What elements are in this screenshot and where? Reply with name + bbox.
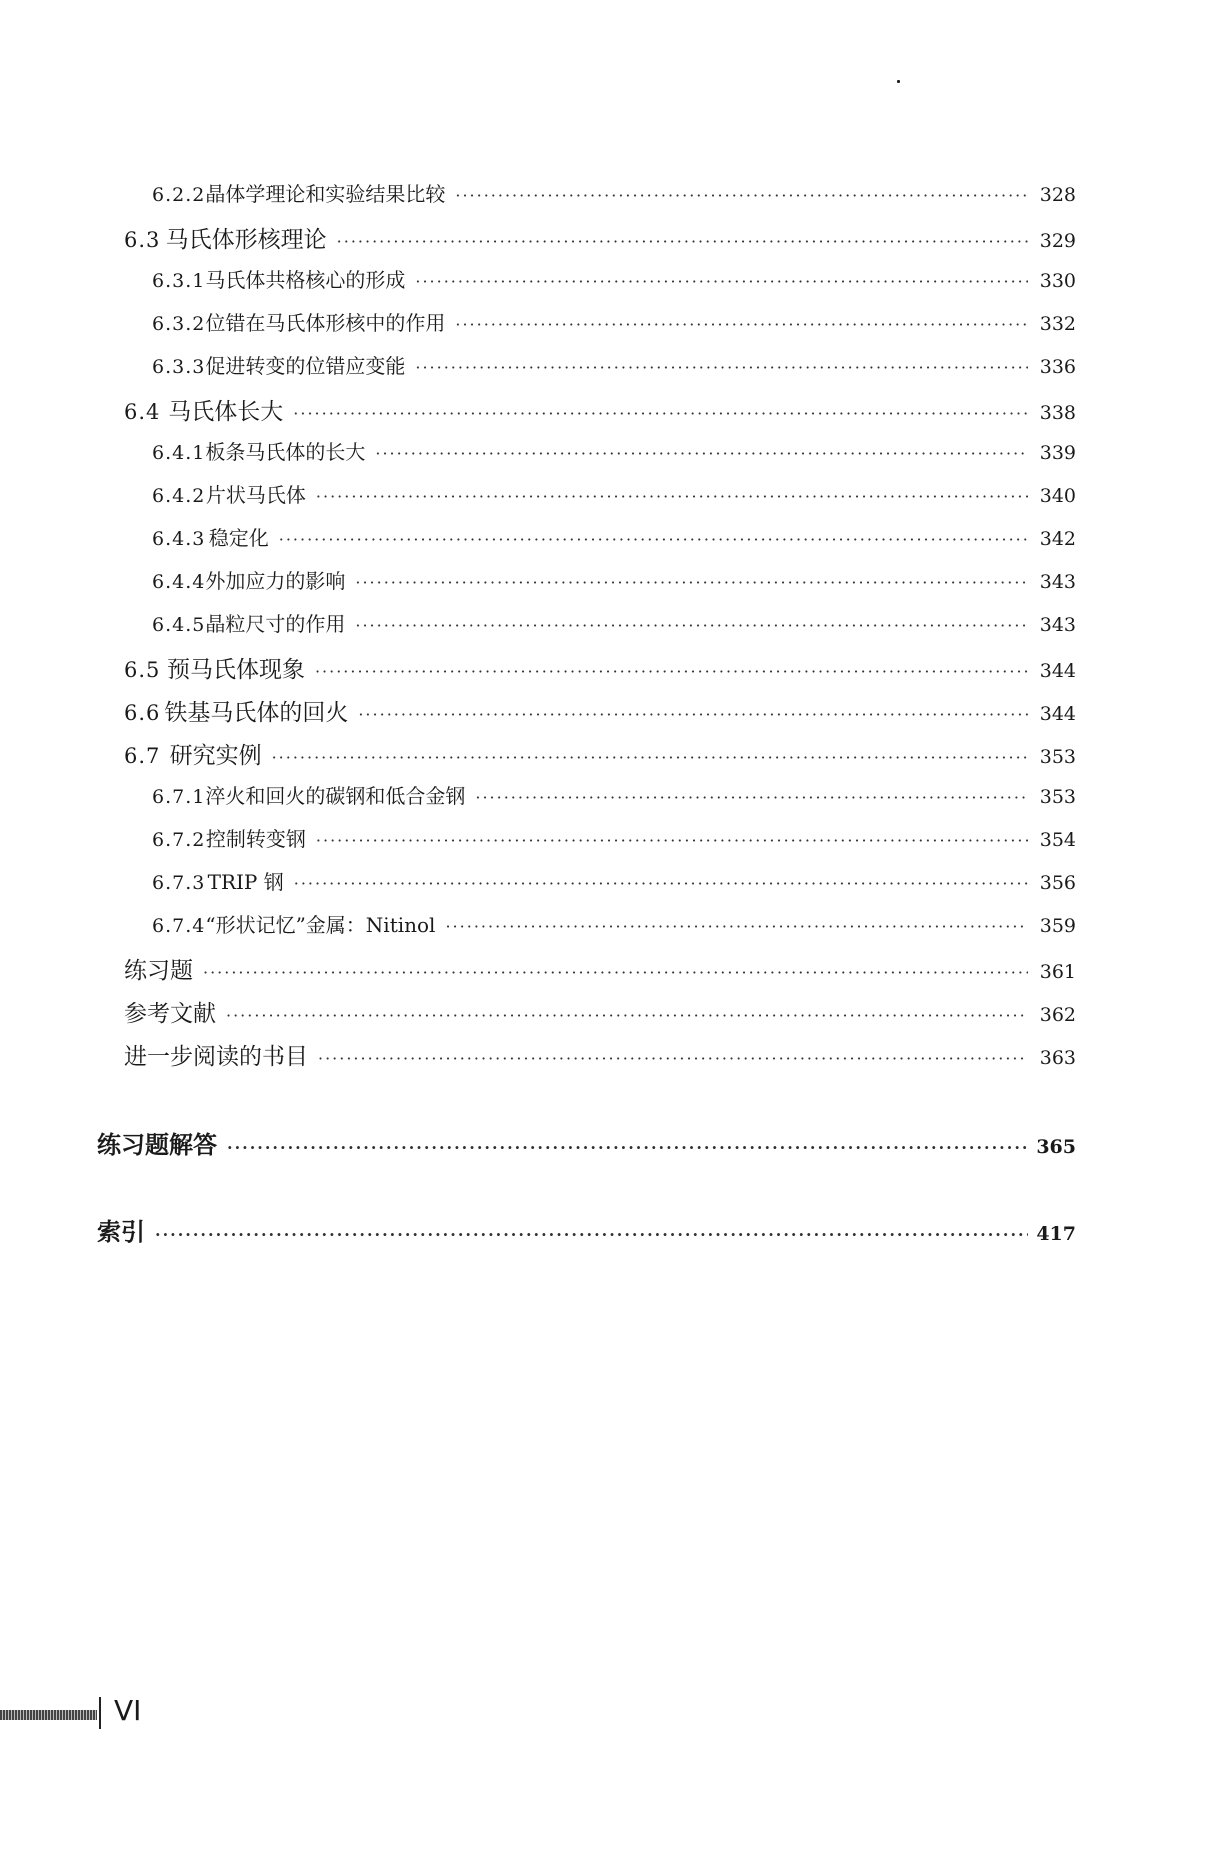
toc-entry-page: 353 — [1039, 746, 1076, 768]
toc-entry-title: “形状记忆”金属：Nitinol — [205, 913, 436, 937]
dot-leader — [375, 444, 1028, 463]
toc-entry-number: 6.3.2 — [152, 313, 206, 335]
toc-entry-number: 6.7.3 — [152, 872, 206, 894]
toc-entry-6-6[interactable] — [124, 694, 1076, 728]
scan-speck — [897, 80, 900, 83]
toc-entry-references[interactable] — [124, 995, 1076, 1029]
toc-entry-page: 339 — [1039, 442, 1076, 464]
toc-entry-6-2-2[interactable] — [152, 178, 1076, 212]
dot-leader — [445, 917, 1028, 936]
toc-entry-page: 343 — [1039, 571, 1076, 593]
toc-entry-page: 356 — [1039, 872, 1076, 894]
toc-entry-number: 6.2.2 — [152, 184, 206, 206]
dot-leader — [455, 315, 1028, 334]
dot-leader — [315, 662, 1028, 681]
toc-entry-title: 练习题解答 — [97, 1131, 217, 1159]
toc-entry-page: 340 — [1039, 485, 1076, 507]
toc-entry-page: 343 — [1039, 614, 1076, 636]
dot-leader — [316, 831, 1028, 850]
toc-entry-title: 促进转变的位错应变能 — [205, 354, 406, 378]
dot-leader — [272, 748, 1028, 767]
toc-entry-title: 参考文献 — [124, 1001, 216, 1027]
toc-entry-6-4-5[interactable] — [152, 608, 1076, 642]
dot-leader — [294, 874, 1028, 893]
toc-entry-6-7-2[interactable] — [152, 823, 1076, 857]
toc-entry-title: 稳定化 — [208, 526, 269, 550]
toc-entry-6-4-4[interactable] — [152, 565, 1076, 599]
dot-leader — [226, 1006, 1028, 1025]
toc-entry-6-4[interactable] — [124, 393, 1076, 427]
toc-entry-6-7-4[interactable] — [152, 909, 1076, 943]
footer-decorative-bar — [0, 1710, 97, 1720]
toc-entry-number: 6.3.1 — [152, 270, 206, 292]
toc-entry-title: 铁基马氏体的回火 — [164, 700, 349, 726]
toc-entry-title: 板条马氏体的长大 — [205, 440, 366, 464]
dot-leader — [337, 232, 1028, 251]
toc-entry-page: 329 — [1039, 230, 1076, 252]
toc-entry-6-4-2[interactable] — [152, 479, 1076, 513]
toc-entry-title: 研究实例 — [169, 743, 262, 769]
toc-entry-page: 361 — [1039, 961, 1076, 983]
toc-entry-number: 6.3.3 — [152, 356, 206, 378]
dot-leader — [415, 358, 1028, 377]
toc-entry-page: 363 — [1039, 1047, 1076, 1069]
toc-entry-number: 6.3 — [124, 228, 161, 252]
toc-entry-6-5[interactable] — [124, 651, 1076, 685]
toc-entry-6-3-2[interactable] — [152, 307, 1076, 341]
toc-entry-page: 338 — [1039, 402, 1076, 424]
dot-leader — [203, 963, 1028, 982]
toc-entry-page: 354 — [1039, 829, 1076, 851]
toc-entry-title: TRIP 钢 — [207, 870, 284, 894]
toc-entry-number: 6.7.1 — [152, 786, 206, 808]
toc-entry-page: 336 — [1039, 356, 1076, 378]
toc-entry-title: 外加应力的影响 — [205, 569, 346, 593]
dot-leader — [316, 487, 1028, 506]
dot-leader — [318, 1049, 1028, 1068]
dot-leader — [358, 705, 1028, 724]
page-number: VI — [114, 1694, 142, 1727]
toc-entry-title: 马氏体形核理论 — [165, 227, 327, 253]
toc-entry-number: 6.4.1 — [152, 442, 206, 464]
toc-entry-title: 预马氏体现象 — [166, 657, 305, 683]
toc-entry-page: 344 — [1039, 660, 1076, 682]
toc-entry-title: 马氏体共格核心的形成 — [205, 268, 406, 292]
toc-entry-number: 6.5 — [124, 658, 161, 682]
toc-entry-page: 328 — [1039, 184, 1076, 206]
toc-entry-page: 342 — [1039, 528, 1076, 550]
toc-entry-page: 332 — [1039, 313, 1076, 335]
dot-leader — [279, 530, 1028, 549]
toc-entry-title: 晶粒尺寸的作用 — [205, 612, 346, 636]
toc-entry-6-4-3[interactable] — [152, 522, 1076, 556]
toc-entry-title: 位错在马氏体形核中的作用 — [205, 311, 446, 335]
toc-entry-6-7[interactable] — [124, 737, 1076, 771]
toc-entry-title: 进一步阅读的书目 — [124, 1044, 308, 1070]
dot-leader — [293, 404, 1028, 423]
toc-entry-6-3-3[interactable] — [152, 350, 1076, 384]
toc-entry-title: 控制转变钢 — [205, 827, 306, 851]
toc-entry-number: 6.4.5 — [152, 614, 206, 636]
dot-leader — [475, 788, 1028, 807]
footer-divider — [99, 1697, 101, 1729]
toc-entry-number: 6.4.4 — [152, 571, 206, 593]
toc-entry-index[interactable] — [97, 1212, 1076, 1246]
toc-entry-page: 359 — [1039, 915, 1076, 937]
toc-entry-page: 362 — [1039, 1004, 1076, 1026]
toc-entry-6-4-1[interactable] — [152, 436, 1076, 470]
toc-entry-number: 6.7.2 — [152, 829, 206, 851]
toc-entry-6-3[interactable] — [124, 221, 1076, 255]
toc-entry-page: 417 — [1036, 1223, 1076, 1245]
toc-entry-title: 淬火和回火的碳钢和低合金钢 — [205, 784, 466, 808]
toc-entry-exercise-answers[interactable] — [97, 1125, 1076, 1159]
toc-entry-number: 6.4.3 — [152, 528, 206, 550]
toc-entry-page: 353 — [1039, 786, 1076, 808]
toc-entry-page: 365 — [1036, 1136, 1076, 1158]
dot-leader — [355, 573, 1028, 592]
toc-entry-further-reading[interactable] — [124, 1038, 1076, 1072]
dot-leader — [227, 1138, 1028, 1157]
toc-entry-number: 6.4 — [124, 400, 161, 424]
dot-leader — [455, 186, 1028, 205]
toc-entry-6-3-1[interactable] — [152, 264, 1076, 298]
toc-entry-number: 6.4.2 — [152, 485, 206, 507]
toc-entry-number: 6.7.4 — [152, 915, 206, 937]
toc-entry-title: 练习题 — [124, 958, 193, 984]
dot-leader — [155, 1225, 1028, 1244]
toc-entry-number: 6.6 — [124, 701, 161, 725]
toc-entry-title: 索引 — [97, 1218, 145, 1246]
dot-leader — [355, 616, 1028, 635]
toc-entry-title: 片状马氏体 — [205, 483, 306, 507]
toc-entry-page: 344 — [1039, 703, 1076, 725]
toc-entry-title: 马氏体长大 — [168, 399, 284, 425]
toc-entry-title: 晶体学理论和实验结果比较 — [205, 182, 446, 206]
toc-entry-exercises[interactable] — [124, 952, 1076, 986]
toc-entry-6-7-1[interactable] — [152, 780, 1076, 814]
toc-entry-page: 330 — [1039, 270, 1076, 292]
dot-leader — [415, 272, 1028, 291]
toc-entry-number: 6.7 — [124, 744, 161, 768]
toc-entry-6-7-3[interactable] — [152, 866, 1076, 900]
